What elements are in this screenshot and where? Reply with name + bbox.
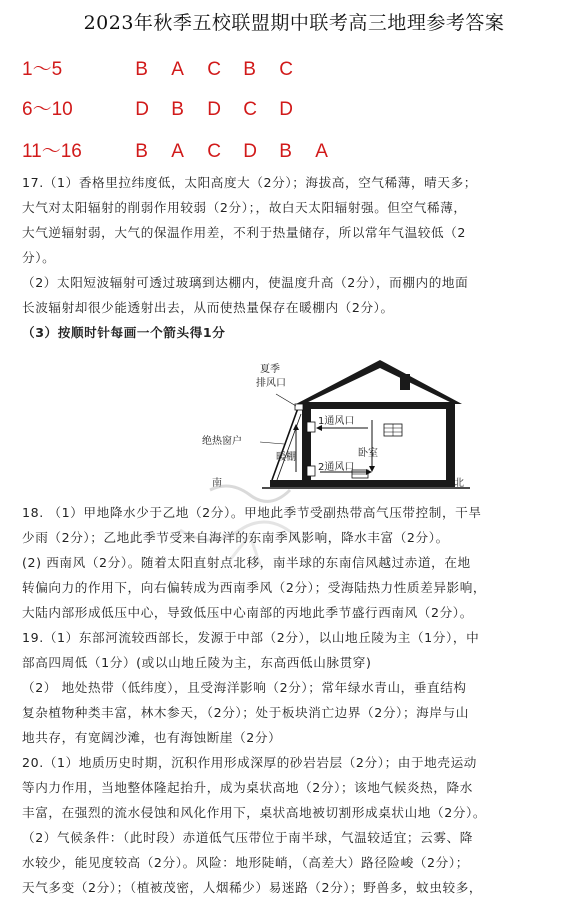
text-line: 19.（1）东部河流较西部长，发源于中部（2分），以山地丘陵为主（1分），中 [22, 630, 480, 645]
south-label: 南 [212, 478, 222, 489]
answer-letters [135, 59, 315, 81]
text-line: 大气逆辐射弱，大气的保温作用差，不利于热量储存，所以常年气温较低（2 [22, 225, 467, 240]
summer-label: 夏季 [260, 364, 280, 375]
text-line: (2) 西南风（2分）。随着太阳直射点北移，南半球的东南信风越过赤道，在地 [22, 555, 471, 570]
text-line: 转偏向力的作用下，向右偏转成为西南季风（2分）；受海陆热力性质差异影响， [22, 580, 487, 595]
chimney [400, 374, 410, 390]
text-line: 部高四周低（1分）(或以山地丘陵为主，东高西低山脉贯穿) [22, 655, 372, 670]
answer-letter: C [243, 99, 258, 120]
text-line: 20.（1）地质历史时期，沉积作用形成深厚的砂岩岩层（2分）；由于地壳运动 [22, 755, 477, 770]
answer-letter: B [135, 59, 148, 80]
answer-range: 11～16 [22, 141, 82, 162]
text-line: 分）。 [22, 250, 56, 265]
text-line: 复杂植物种类丰富，林木参天，（2分）；处于板块消亡边界（2分）；海岸与山 [22, 705, 469, 720]
greenhouse-glass [272, 408, 298, 480]
answer-range: 6～10 [22, 99, 73, 120]
north-label: 北 [454, 478, 464, 489]
room-label: 卧室 [358, 448, 378, 459]
text-line: 18. （1）甲地降水少于乙地（2分）。甲地此季节受副热带高气压带控制，干旱 [22, 505, 482, 520]
answer-row-1-5 [22, 54, 315, 80]
answer-row-6-10 [22, 94, 315, 120]
summer-vent [295, 404, 303, 410]
answer-letter: A [315, 141, 328, 162]
text-line: （2）气候条件：（此时段）赤道低气压带位于南半球，气温较适宜；云雾、降 [22, 830, 473, 845]
bed-icon [352, 470, 368, 478]
page-title: 2023年秋季五校联盟期中联考高三地理参考答案 [83, 12, 505, 34]
vent1-label: 1通风口 [318, 416, 355, 427]
answer-letter: A [171, 59, 184, 80]
text-line: 丰富，在强烈的流水侵蚀和风化作用下，桌状高地被切割形成桌状山地（2分）。 [22, 805, 487, 820]
north-wall [446, 402, 455, 486]
answer-letter: D [135, 99, 150, 120]
vent-label: 排风口 [256, 378, 286, 389]
answer-letter: D [279, 99, 294, 120]
vent-1 [307, 422, 315, 432]
text-line: 17.（1）香格里拉纬度低，太阳高度大（2分）；海拔高，空气稀薄，晴天多； [22, 175, 477, 190]
ceiling [302, 402, 455, 409]
text-line: 大气对太阳辐射的削弱作用较弱（2分）；，故白天太阳辐射强。但空气稀薄， [22, 200, 467, 215]
text-line: （2）太阳短波辐射可透过玻璃到达棚内，使温度升高（2分），而棚内的地面 [22, 275, 469, 290]
text-line: 长波辐射却很少能透射出去，从而使热量保存在暖棚内（2分）。 [22, 300, 394, 315]
vent2-label: 2通风口 [318, 462, 355, 473]
greenhouse-house-diagram [200, 360, 480, 502]
answer-letter: B [135, 141, 148, 162]
roof [296, 360, 462, 404]
floor [270, 480, 455, 487]
answer-letter: D [207, 99, 222, 120]
answer-letters [135, 141, 351, 163]
question-17-answer [22, 170, 572, 345]
text-line: 大陆内部形成低压中心，导致低压中心南部的丙地此季节盛行西南风（2分）。 [22, 605, 473, 620]
answer-letter: A [171, 141, 184, 162]
answer-row-11-16 [22, 136, 351, 162]
window-icon [384, 424, 402, 436]
text-line: （3）按顺时针每画一个箭头得1分 [22, 325, 226, 340]
answer-letter: B [171, 99, 184, 120]
text-line: （2） 地处热带（低纬度），且受海洋影响（2分）；常年绿水青山，垂直结构 [22, 680, 467, 695]
answer-letter: B [279, 141, 292, 162]
question-20-answer [22, 750, 572, 900]
answer-letter: D [243, 141, 258, 162]
question-19-answer [22, 625, 572, 750]
answer-range: 1～5 [22, 59, 63, 80]
text-line: 天气多变（2分）；（植被茂密，人烟稀少）易迷路（2分）；野兽多，蚊虫较多， [22, 880, 483, 895]
question-18-answer [22, 500, 572, 625]
text-line: 等内力作用，当地整体隆起抬升，成为桌状高地（2分）；该地气候炎热，降水 [22, 780, 473, 795]
text-line: 地共存，有宽阔沙滩，也有海蚀断崖（2分） [22, 730, 282, 745]
insulated-window-label: 绝热窗户 [202, 436, 242, 447]
greenhouse-label: 暖棚 [276, 452, 296, 463]
answer-letters [135, 99, 315, 121]
answer-letter: C [207, 59, 222, 80]
text-line: 少雨（2分）；乙地此季节受来自海洋的东南季风影响，降水丰富（2分）。 [22, 530, 449, 545]
answer-letter: C [279, 59, 294, 80]
answer-letter: C [207, 141, 222, 162]
vent-2 [307, 466, 315, 476]
text-line: 水较少，能见度较高（2分）。风险：地形陡峭，（高差大）路径险峻（2分）； [22, 855, 469, 870]
answer-letter: B [243, 59, 256, 80]
